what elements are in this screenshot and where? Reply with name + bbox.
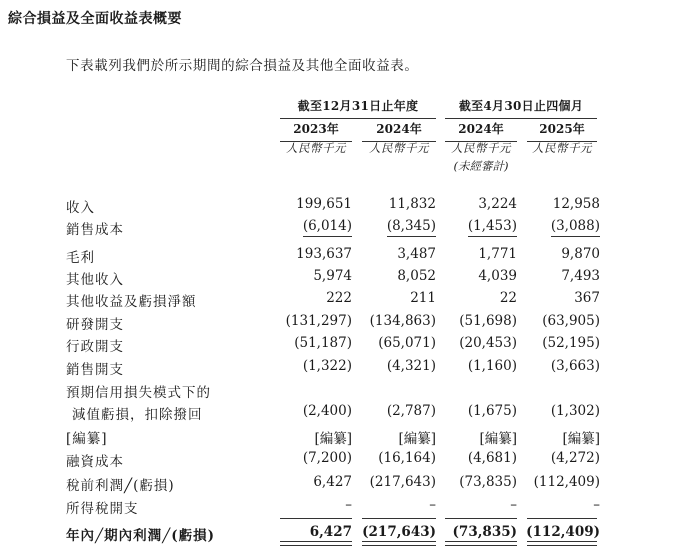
row-label: 年內╱期內利潤╱(虧損)	[66, 528, 216, 544]
row-value: (217,643)	[369, 474, 436, 490]
row-value: (51,698)	[459, 313, 517, 329]
row-value: (112,409)	[533, 474, 600, 490]
col-year-4: 2025年	[527, 120, 597, 142]
row-value: 3,224	[478, 196, 517, 212]
row-label: 所得稅開支	[66, 501, 139, 517]
row-value: (20,453)	[459, 335, 517, 351]
row-value: (3,088)	[551, 218, 600, 237]
row-value: [編纂]	[314, 431, 352, 447]
row-value: [編纂]	[479, 431, 517, 447]
row-label: [編纂]	[66, 431, 108, 447]
row-value: –	[345, 497, 352, 513]
group-header-year	[280, 97, 436, 119]
row-value: 6,427	[309, 524, 352, 540]
col-unit-1: 人民幣千元	[286, 141, 346, 155]
row-label: 其他收入	[66, 272, 124, 288]
unaudited-note: (未經審計)	[453, 159, 509, 173]
row-value: (112,409)	[526, 524, 600, 540]
row-value: –	[593, 497, 600, 513]
row-value: (65,071)	[378, 335, 436, 351]
row-value: (1,675)	[467, 403, 517, 419]
row-value: (134,863)	[369, 313, 436, 329]
table-row	[0, 427, 674, 449]
row-value: –	[510, 497, 517, 513]
row-label: 預期信用損失模式下的	[66, 385, 211, 401]
table-row	[0, 403, 674, 425]
row-value: 193,637	[296, 246, 352, 262]
table-row	[0, 290, 674, 312]
row-label: 收入	[66, 200, 95, 216]
row-value: (2,400)	[302, 403, 352, 419]
double-rule	[527, 541, 597, 546]
row-value: (7,200)	[302, 450, 352, 466]
table-row	[0, 313, 674, 335]
rule	[445, 518, 517, 519]
row-label: 減值虧損，扣除撥回	[72, 407, 203, 423]
table-row	[0, 358, 674, 380]
table-row	[0, 474, 674, 496]
double-rule	[280, 541, 352, 546]
rule	[362, 518, 436, 519]
row-value: (131,297)	[285, 313, 352, 329]
table-row	[0, 450, 674, 472]
row-value: 1,771	[478, 246, 517, 262]
row-value: (6,014)	[303, 218, 352, 237]
double-rule	[445, 541, 517, 546]
row-value: (1,302)	[550, 403, 600, 419]
table-row	[0, 246, 674, 268]
intro-text: 下表載列我們於所示期間的綜合損益及其他全面收益表。	[66, 58, 419, 74]
table-row	[0, 381, 674, 403]
row-label: 融資成本	[66, 454, 124, 470]
row-label: 銷售成本	[66, 222, 124, 238]
row-value: (16,164)	[378, 450, 436, 466]
row-value: (4,272)	[550, 450, 600, 466]
row-value: 4,039	[478, 268, 517, 284]
group-header-period	[445, 97, 597, 119]
row-value: 22	[499, 290, 517, 306]
row-label: 研發開支	[66, 317, 124, 333]
row-value: 9,870	[561, 246, 600, 262]
page-title: 綜合損益及全面收益表概要	[8, 11, 182, 27]
table-row	[0, 335, 674, 357]
row-value: 3,487	[397, 246, 436, 262]
row-value: (73,835)	[452, 524, 517, 540]
row-value: (4,321)	[386, 358, 436, 374]
row-value: (4,681)	[467, 450, 517, 466]
row-value: (51,187)	[294, 335, 352, 351]
col-unit-4: 人民幣千元	[532, 141, 592, 155]
row-value: (217,643)	[362, 524, 436, 540]
row-label: 銷售開支	[66, 362, 124, 378]
row-label: 其他收益及虧損淨額	[66, 294, 197, 310]
row-value: (1,160)	[467, 358, 517, 374]
row-label: 行政開支	[66, 339, 124, 355]
col-unit-3: 人民幣千元	[451, 141, 511, 155]
table-row	[0, 268, 674, 290]
row-value: 11,832	[388, 196, 436, 212]
col-year-1: 2023年	[280, 120, 352, 142]
row-label: 稅前利潤╱(虧損)	[66, 478, 175, 494]
row-value: (52,195)	[542, 335, 600, 351]
col-unit-2: 人民幣千元	[369, 141, 429, 155]
table-row	[0, 218, 674, 240]
row-value: (63,905)	[542, 313, 600, 329]
row-value: (8,345)	[387, 218, 436, 237]
row-value: 6,427	[313, 474, 352, 490]
double-rule	[362, 541, 436, 546]
row-value: 367	[574, 290, 600, 306]
row-value: 222	[326, 290, 352, 306]
rule	[280, 518, 352, 519]
rule	[527, 518, 597, 519]
row-value: 7,493	[561, 268, 600, 284]
row-value: –	[429, 497, 436, 513]
row-value: [編纂]	[562, 431, 600, 447]
row-value: 199,651	[296, 196, 352, 212]
table-row	[0, 497, 674, 519]
col-year-2: 2024年	[362, 120, 436, 142]
row-label: 毛利	[66, 250, 95, 266]
col-year-3: 2024年	[445, 120, 517, 142]
row-value: 5,974	[313, 268, 352, 284]
row-value: (2,787)	[386, 403, 436, 419]
row-value: 8,052	[397, 268, 436, 284]
row-value: [編纂]	[398, 431, 436, 447]
row-value: (1,453)	[468, 218, 517, 237]
row-value: (73,835)	[459, 474, 517, 490]
row-value: 211	[410, 290, 436, 306]
group-header-period-label: 截至4月30日止四個月	[458, 99, 584, 113]
row-value: 12,958	[552, 196, 600, 212]
row-value: (3,663)	[550, 358, 600, 374]
group-header-year-label: 截至12月31日止年度	[297, 99, 419, 113]
row-value: (1,322)	[302, 358, 352, 374]
table-row	[0, 196, 674, 218]
